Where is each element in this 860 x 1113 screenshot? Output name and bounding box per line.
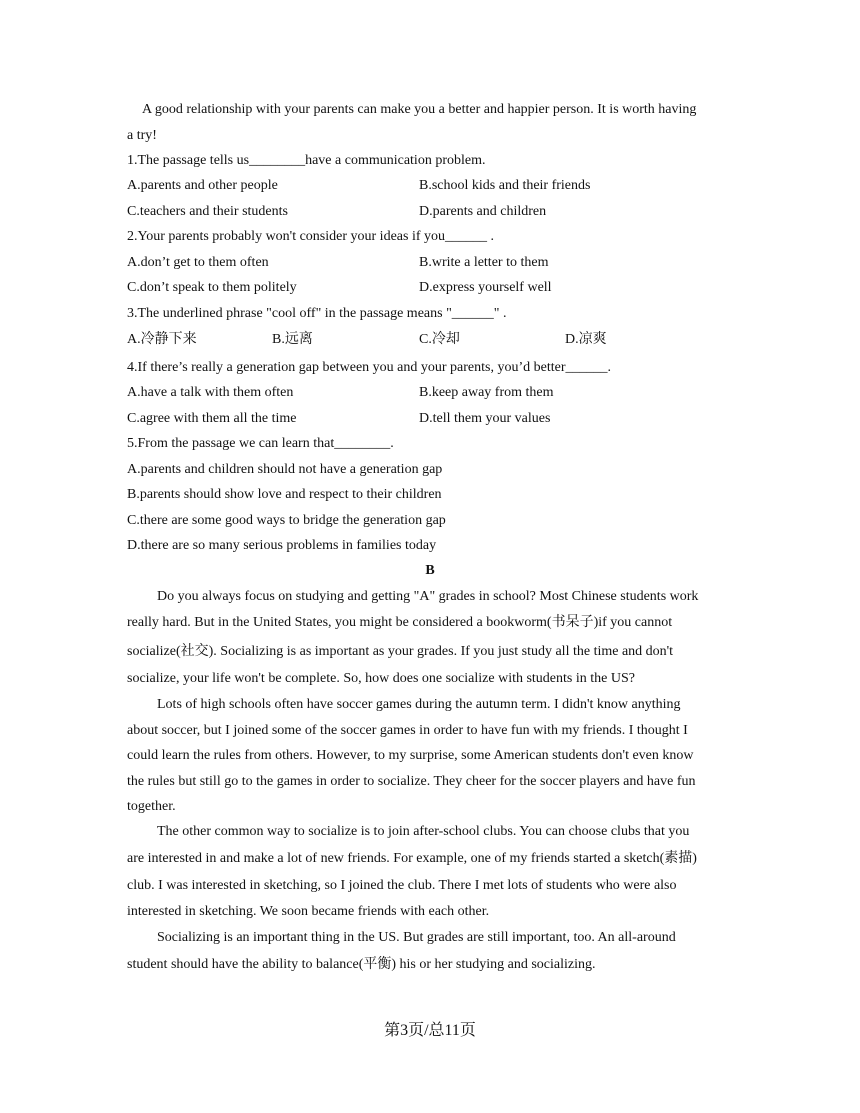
question-1-stem: 1.The passage tells us________have a communication problem. bbox=[127, 153, 486, 168]
question-4-options-row2 bbox=[127, 410, 727, 428]
option-a: A.parents and other people bbox=[127, 178, 278, 193]
passage-a-line: a try! bbox=[127, 128, 157, 143]
page-number: 第3页/总11页 bbox=[384, 1022, 476, 1039]
passage-b-line: Do you always focus on studying and getting "A" grades in school? Most Chinese students work bbox=[157, 589, 699, 604]
passage-b-line: really hard. But in the United States, you might be considered a bookworm(书呆子)if you cannot bbox=[127, 615, 673, 630]
question-5-stem: 5.From the passage we can learn that________. bbox=[127, 436, 394, 451]
option-d: D.express yourself well bbox=[419, 280, 552, 295]
question-3-stem: 3.The underlined phrase "cool off" in the passage means "______" . bbox=[127, 306, 507, 321]
option-d: D.parents and children bbox=[419, 204, 547, 219]
question-2-options-row2 bbox=[127, 279, 727, 297]
section-b-heading: B bbox=[425, 563, 435, 578]
passage-b-line: socialize(社交). Socializing is as important as your grades. If you just study all the time and don't bbox=[127, 644, 674, 659]
option-d: D.tell them your values bbox=[419, 411, 551, 426]
option-a: A.parents and children should not have a generation gap bbox=[127, 462, 443, 477]
passage-b-line: could learn the rules from others. However, to my surprise, some American students don't even know bbox=[127, 748, 694, 763]
passage-b-line: student should have the ability to balance(平衡) his or her studying and socializing. bbox=[127, 957, 596, 972]
passage-a-line: A good relationship with your parents can make you a better and happier person. It is worth having bbox=[142, 102, 697, 117]
option-b: B.write a letter to them bbox=[419, 255, 549, 270]
option-b: B.parents should show love and respect to their children bbox=[127, 487, 442, 502]
option-a: A.don’t get to them often bbox=[127, 255, 269, 270]
option-a: A.冷静下来 bbox=[127, 332, 197, 347]
passage-b-line: about soccer, but I joined some of the soccer games in order to have fun with my friends. I thought I bbox=[127, 723, 688, 738]
question-1-options-row1 bbox=[127, 177, 727, 195]
option-d: D.凉爽 bbox=[565, 332, 607, 347]
question-4-options-row1 bbox=[127, 384, 727, 402]
option-c: C.teachers and their students bbox=[127, 204, 288, 219]
option-d: D.there are so many serious problems in families today bbox=[127, 538, 437, 553]
option-b: B.远离 bbox=[272, 332, 313, 347]
passage-b-line: socialize, your life won't be complete. So, how does one socialize with students in the US? bbox=[127, 671, 635, 686]
passage-b-line: Lots of high schools often have soccer games during the autumn term. I didn't know anything bbox=[157, 697, 681, 712]
question-2-options-row1 bbox=[127, 254, 727, 272]
option-a: A.have a talk with them often bbox=[127, 385, 294, 400]
passage-b-line: club. I was interested in sketching, so I joined the club. There I met lots of students who were also bbox=[127, 878, 677, 893]
passage-b-line: Socializing is an important thing in the US. But grades are still important, too. An all-around bbox=[157, 930, 676, 945]
passage-b-line: interested in sketching. We soon became friends with each other. bbox=[127, 904, 490, 919]
option-c: C.冷却 bbox=[419, 332, 460, 347]
option-c: C.agree with them all the time bbox=[127, 411, 297, 426]
passage-b-line: the rules but still go to the games in order to socialize. They cheer for the soccer players and have fun bbox=[127, 774, 696, 789]
option-b: B.school kids and their friends bbox=[419, 178, 591, 193]
passage-b-line: The other common way to socialize is to join after-school clubs. You can choose clubs that you bbox=[157, 824, 690, 839]
option-c: C.don’t speak to them politely bbox=[127, 280, 297, 295]
question-4-stem: 4.If there’s really a generation gap between you and your parents, you’d better______. bbox=[127, 360, 611, 375]
question-1-options-row2 bbox=[127, 203, 727, 221]
question-2-stem: 2.Your parents probably won't consider your ideas if you______ . bbox=[127, 229, 494, 244]
option-c: C.there are some good ways to bridge the generation gap bbox=[127, 513, 446, 528]
question-3-options-row bbox=[127, 331, 727, 349]
passage-b-line: are interested in and make a lot of new friends. For example, one of my friends started a sketch(素描) bbox=[127, 851, 697, 866]
passage-b-line: together. bbox=[127, 799, 176, 814]
option-b: B.keep away from them bbox=[419, 385, 554, 400]
